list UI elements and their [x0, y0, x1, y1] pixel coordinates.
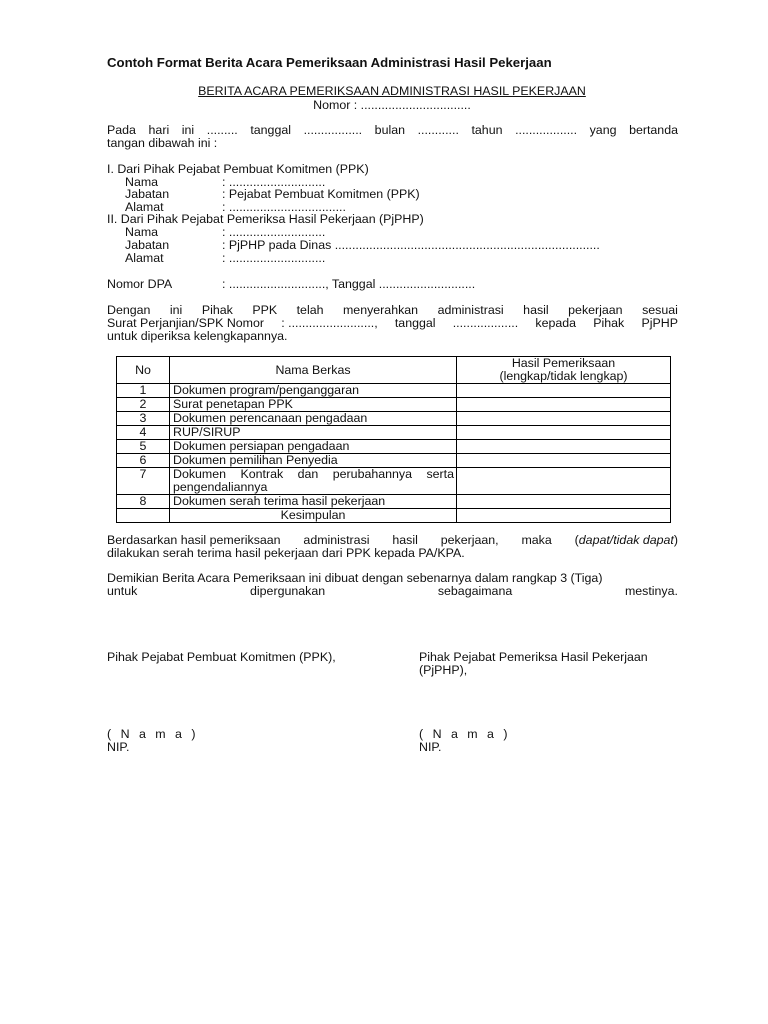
opening-word: ......... — [206, 123, 238, 137]
opening-line-2: tangan dibawah ini : — [107, 136, 218, 150]
closing-line-2 — [107, 585, 678, 599]
opening-word: tanggal — [250, 123, 291, 137]
field-value: : Pejabat Pembuat Komitmen (PPK) — [222, 187, 420, 201]
cell-hasil — [457, 509, 671, 523]
header-no: No — [117, 357, 170, 384]
handover-word: PjPHP — [641, 316, 678, 330]
handover-word: menyerahkan — [342, 303, 419, 317]
closing-line-1: Demikian Berita Acara Pemeriksaan ini dibuat dengan sebenarnya dalam rangkap 3 (Tiga) — [107, 571, 603, 585]
table-header-row — [117, 357, 671, 384]
ba-heading: BERITA ACARA PEMERIKSAAN ADMINISTRASI HASIL PEKERJAAN — [198, 84, 586, 98]
cell-hasil — [457, 384, 671, 398]
cell-no: 1 — [117, 384, 170, 398]
cell-no: 7 — [117, 468, 170, 495]
cell-kesimpulan: Kesimpulan — [170, 509, 457, 523]
cell-nama-berkas: Surat penetapan PPK — [170, 398, 457, 412]
header-hasil-line-1: Hasil Pemeriksaan — [511, 356, 616, 370]
field-value: : .................................. — [222, 200, 346, 214]
table-row — [117, 468, 671, 495]
cell-hasil — [457, 412, 671, 426]
table-row — [117, 495, 671, 509]
sign-left-title: Pihak Pejabat Pembuat Komitmen (PPK), — [107, 650, 336, 664]
opening-word: bulan — [374, 123, 405, 137]
cell-nama-berkas: Dokumen perencanaan pengadaan — [170, 412, 457, 426]
opening-word: bertanda — [629, 123, 678, 137]
table-row — [117, 454, 671, 468]
conclusion-option — [575, 534, 678, 548]
table-row — [117, 398, 671, 412]
field-value: : PjPHP pada Dinas ............................................................................. — [222, 238, 600, 252]
cell-no — [117, 509, 170, 523]
handover-word: : ........................., — [281, 316, 378, 330]
handover-word: Pihak — [593, 316, 625, 330]
berkas-table — [116, 356, 671, 523]
opening-word: .................. — [515, 123, 578, 137]
cell-nama-berkas: Dokumen Kontrak dan perubahannya serta pengendaliannya — [170, 468, 457, 495]
paren-open: ( — [574, 533, 579, 547]
closing-word: sebagaimana — [437, 584, 513, 598]
cell-no: 8 — [117, 495, 170, 509]
sign-right-name: ( N a m a ) — [419, 727, 511, 741]
cell-nama-berkas: Dokumen persiapan pengadaan — [170, 440, 457, 454]
table-row — [117, 412, 671, 426]
opening-word: ini — [181, 123, 195, 137]
conclusion-word: pekerjaan, — [440, 533, 499, 547]
opening-word: ................. — [303, 123, 363, 137]
handover-word: Dengan — [107, 303, 151, 317]
conclusion-word: Berdasarkan hasil pemeriksaan — [107, 533, 281, 547]
conclusion-word: maka — [521, 533, 552, 547]
sign-left-name: ( N a m a ) — [107, 727, 199, 741]
handover-word: Surat Perjanjian/SPK Nomor — [107, 316, 265, 330]
handover-word: Pihak — [201, 303, 233, 317]
field-label: Alamat — [125, 200, 164, 214]
handover-word: hasil — [523, 303, 549, 317]
cell-no: 2 — [117, 398, 170, 412]
handover-word: ini — [169, 303, 183, 317]
field-label: Jabatan — [125, 187, 170, 201]
field-value: : ............................ — [222, 175, 326, 189]
option-text: dapat/tidak dapat — [578, 533, 674, 547]
sign-right-nip: NIP. — [419, 740, 442, 754]
table-row — [117, 426, 671, 440]
conclusion-line-2: dilakukan serah terima hasil pekerjaan dari PPK kepada PA/KPA. — [107, 546, 465, 560]
field-label: Nama — [125, 175, 159, 189]
cell-nama-berkas: Dokumen pemilihan Penyedia — [170, 454, 457, 468]
cell-hasil — [457, 454, 671, 468]
table-row-kesimpulan — [117, 509, 671, 523]
table-row — [117, 440, 671, 454]
opening-word: yang — [589, 123, 617, 137]
table-row — [117, 384, 671, 398]
field-label: Nama — [125, 225, 159, 239]
handover-word: kepada — [535, 316, 577, 330]
closing-word: untuk — [107, 584, 138, 598]
handover-line-3: untuk diperiksa kelengkapannya. — [107, 329, 288, 343]
cell-nama-berkas: RUP/SIRUP — [170, 426, 457, 440]
closing-word: mestinya. — [624, 584, 678, 598]
opening-word: hari — [148, 123, 170, 137]
paren-close: ) — [673, 533, 678, 547]
header-hasil — [457, 357, 671, 384]
opening-word: Pada — [107, 123, 136, 137]
cell-nama-berkas: Dokumen program/penganggaran — [170, 384, 457, 398]
cell-no: 4 — [117, 426, 170, 440]
cell-no: 5 — [117, 440, 170, 454]
field-label: Alamat — [125, 251, 164, 265]
handover-word: administrasi — [437, 303, 504, 317]
field-value: : ............................ — [222, 251, 326, 265]
cell-hasil — [457, 468, 671, 495]
cell-hasil — [457, 440, 671, 454]
opening-word: tahun — [471, 123, 503, 137]
handover-word: pekerjaan — [568, 303, 623, 317]
party2-heading: II. Dari Pihak Pejabat Pemeriksa Hasil Pekerjaan (PjPHP) — [107, 212, 424, 226]
cell-hasil — [457, 426, 671, 440]
cell-hasil — [457, 495, 671, 509]
closing-word: dipergunakan — [250, 584, 326, 598]
header-nama-berkas: Nama Berkas — [170, 357, 457, 384]
handover-word: sesuai — [642, 303, 678, 317]
nomor-dpa-label: Nomor DPA — [107, 277, 173, 291]
cell-no: 3 — [117, 412, 170, 426]
nomor-line: Nomor : ................................ — [313, 98, 471, 112]
sign-right-title-1: Pihak Pejabat Pemeriksa Hasil Pekerjaan — [419, 650, 648, 664]
handover-word: ................... — [452, 316, 519, 330]
conclusion-word: administrasi — [303, 533, 370, 547]
sign-right-title-2: (PjPHP), — [419, 663, 468, 677]
opening-word: ............ — [417, 123, 459, 137]
handover-word: tanggal — [394, 316, 436, 330]
handover-word: PPK — [252, 303, 278, 317]
field-label: Jabatan — [125, 238, 170, 252]
cell-hasil — [457, 398, 671, 412]
header-hasil-line-2: (lengkap/tidak lengkap) — [499, 369, 628, 383]
document-title: Contoh Format Berita Acara Pemeriksaan Administrasi Hasil Pekerjaan — [107, 55, 552, 70]
cell-no: 6 — [117, 454, 170, 468]
party1-heading: I. Dari Pihak Pejabat Pembuat Komitmen (PPK) — [107, 162, 369, 176]
handover-word: telah — [296, 303, 324, 317]
conclusion-word: hasil — [392, 533, 418, 547]
nomor-dpa-value: : ............................, Tanggal ............................ — [222, 277, 476, 291]
sign-left-nip: NIP. — [107, 740, 130, 754]
field-value: : ............................ — [222, 225, 326, 239]
cell-nama-berkas: Dokumen serah terima hasil pekerjaan — [170, 495, 457, 509]
